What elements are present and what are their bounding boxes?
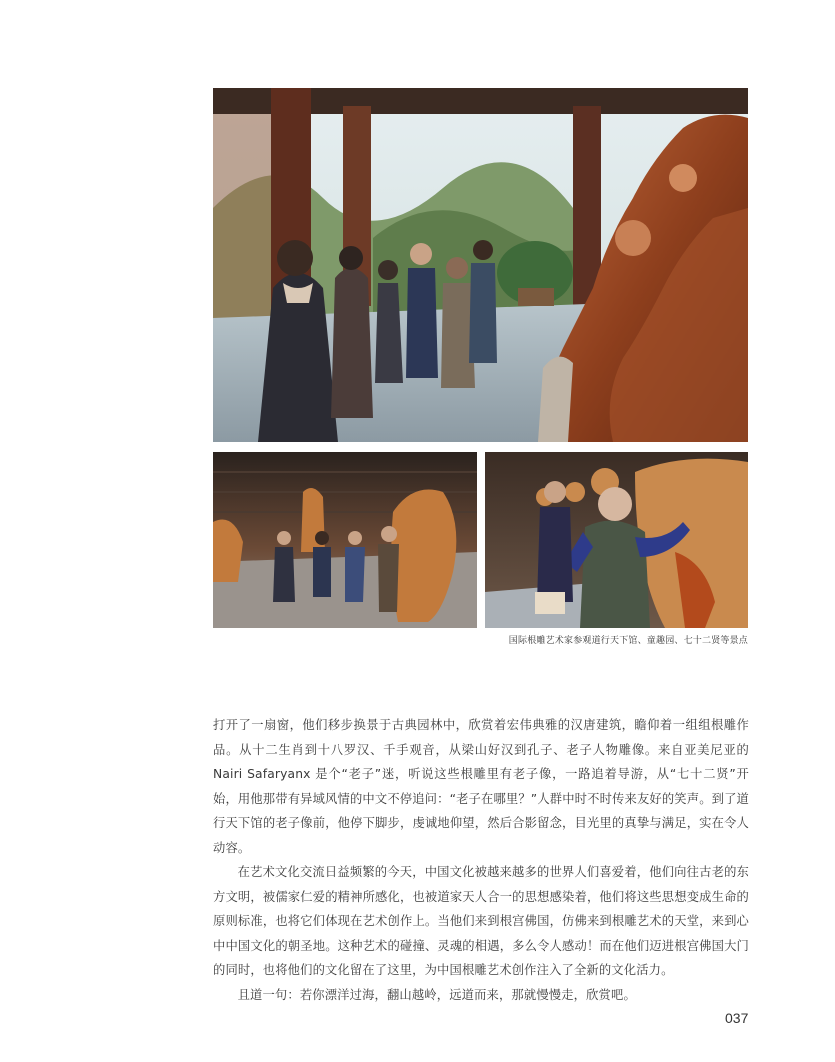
article-body xyxy=(213,713,749,1007)
paragraph-2: 在艺术文化交流日益频繁的今天，中国文化被越来越多的世界人们喜爱着，他们向往古老的东方文明，被儒家仁爱的精神所感化，也被道家天人合一的思想感染着，他们将这些思想变成生命的原则标准，也将它们体现在艺术创作上。当他们来到根宫佛国，仿佛来到根雕艺术的天堂，来到心中中国文化的朝圣地。这种艺术的碰撞、灵魂的相遇，多么令人感动！而在他们迈进根宫佛国大门的同时，也将他们的文化留在了这里，为中国根雕艺术创作注入了全新的文化活力。 xyxy=(213,865,749,977)
photo-main xyxy=(213,88,748,442)
photo-right xyxy=(485,452,748,628)
photo-main-image xyxy=(213,88,748,442)
photo-left xyxy=(213,452,477,628)
photo-right-image xyxy=(485,452,748,628)
photo-caption: 国际根雕艺术家参观道行天下馆、童趣园、七十二贤等景点 xyxy=(508,636,748,646)
photo-left-image xyxy=(213,452,477,628)
paragraph-1: 打开了一扇窗，他们移步换景于古典园林中，欣赏着宏伟典雅的汉唐建筑，瞻仰着一组组根雕作品。从十二生肖到十八罗汉、千手观音，从梁山好汉到孔子、老子人物雕像。来自亚美尼亚的 Nairi Safaryanx 是个“老子”迷，听说这些根雕里有老子像，一路追着导游，从“七十二贤”开始，用他那带有异域风情的中文不停追问：“老子在哪里？”人群中时不时传来友好的笑声。到了道行天下馆的老子像前，他停下脚步，虔诚地仰望，然后合影留念，目光里的真挚与满足，实在令人动容。 xyxy=(213,718,750,855)
page-number: 037 xyxy=(725,1010,749,1026)
paragraph-3: 且道一句：若你漂洋过海，翻山越岭，远道而来，那就慢慢走，欣赏吧。 xyxy=(237,987,636,1002)
